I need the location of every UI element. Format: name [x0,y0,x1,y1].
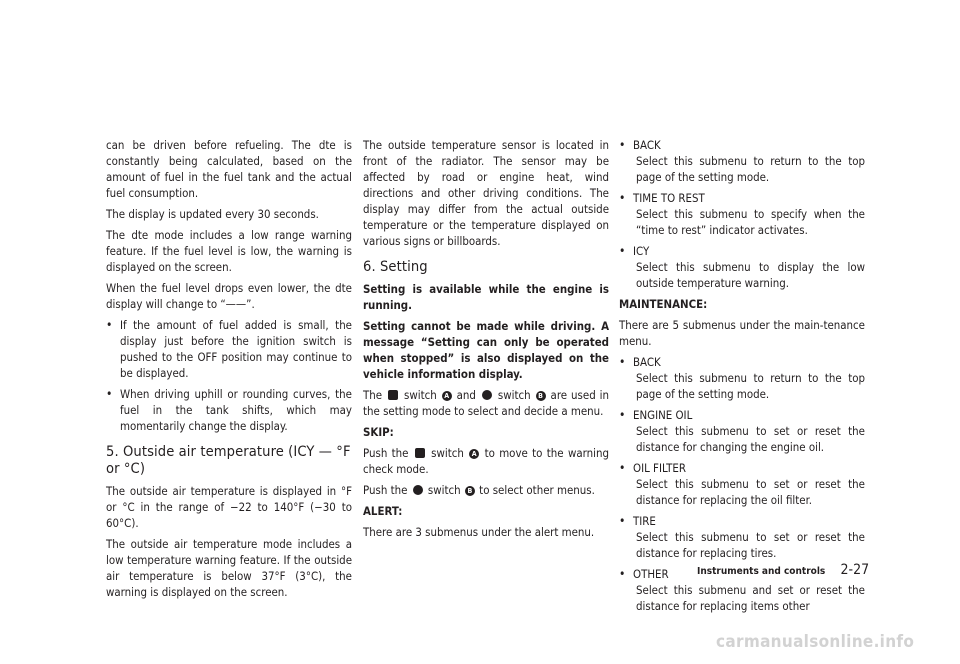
bullet-icon: • [619,191,626,205]
list-item [619,460,865,508]
section-heading-setting: 6. Setting [363,258,428,275]
item-description: Select this submenu to specify when the “time to rest” indicator activates. [636,207,865,237]
item-description: Select this submenu to return to the top page of the setting mode. [636,371,865,401]
bullet-icon: • [619,408,626,422]
column-right [619,137,865,619]
round-switch-icon [413,485,423,495]
bullet-icon: • [106,318,113,332]
item-description: Select this submenu to set or reset the distance for changing the engine oil. [636,424,865,454]
item-title: BACK [633,138,661,152]
paragraph: can be driven before refueling. The dte is constantly being calculated, based on the amount of fuel in the fuel tank and the actual fuel consumption. [106,138,352,200]
page-number: 2-27 [840,562,870,578]
item-title: OTHER [633,567,669,581]
item-description: Select this submenu to display the low outside temperature warning. [636,260,865,290]
column-middle [363,137,609,545]
section-heading-outside-temp: 5. Outside air temperature (ICY — °F or °C) [106,443,351,477]
list-item [619,243,865,291]
marker-a-icon: A [469,449,479,459]
paragraph: There are 5 submenus under the main-tenance menu. [619,318,865,348]
paragraph: The outside air temperature mode includes a low temperature warning feature. If the outside air temperature is below 37°F (3°C), the warning is displayed on the screen. [106,537,352,599]
item-description: Select this submenu to set or reset the distance for replacing tires. [636,530,865,560]
item-title: ICY [633,244,650,258]
list-item [619,354,865,402]
paragraph: When the fuel level drops even lower, the dte display will change to “——”. [106,281,352,311]
paragraph: There are 3 submenus under the alert menu. [363,525,595,539]
square-switch-icon [415,448,425,458]
skip-paragraph: Push the switch A to move to the warning check mode. [363,446,609,476]
item-title: ENGINE OIL [633,408,693,422]
bold-note: Setting cannot be made while driving. A message “Setting can only be operated when stopped” is also displayed on the vehicle information display. [363,319,609,381]
skip-label: SKIP: [363,425,394,439]
bold-note: Setting is available while the engine is running. [363,282,609,312]
list-item [619,513,865,561]
bullet-item: • If the amount of fuel added is small, the display just before the ignition switch is pushed to the OFF position may continue to be displayed. [106,318,352,380]
item-title: BACK [633,355,661,369]
square-switch-icon [388,390,398,400]
list-item [619,407,865,455]
paragraph: The outside air temperature is displayed in °F or °C in the range of −22 to 140°F (−30 to 60°C). [106,484,352,530]
marker-b-icon: B [465,486,475,496]
list-item [619,190,865,238]
bullet-item: • When driving uphill or rounding curves, the fuel in the tank shifts, which may momentarily change the display. [106,387,352,433]
item-description: Select this submenu to return to the top page of the setting mode. [636,154,865,184]
column-left [106,137,352,605]
item-title: TIRE [633,514,656,528]
page-footer [697,562,869,580]
bullet-icon: • [619,567,626,581]
paragraph: The outside temperature sensor is located in front of the radiator. The sensor may be affected by road or engine heat, wind directions and other driving conditions. The display may differ from the actual outside temperature or the temperature displayed on various signs or billboards. [363,138,609,248]
item-description: Select this submenu to set or reset the distance for replacing the oil filter. [636,477,865,507]
section-name: Instruments and controls [697,566,826,577]
item-description: Select this submenu and set or reset the distance for replacing items other [636,583,865,613]
alert-label: ALERT: [363,504,403,518]
bullet-icon: • [619,244,626,258]
watermark: carmanualsonline.info [716,632,915,652]
list-item [619,137,865,185]
bullet-icon: • [619,355,626,369]
bullet-icon: • [619,461,626,475]
maintenance-label: MAINTENANCE: [619,297,708,311]
switch-paragraph: The switch A and switch B are used in the setting mode to select and decide a menu. [363,388,609,418]
paragraph: The display is updated every 30 seconds. [106,207,319,221]
item-title: TIME TO REST [633,191,705,205]
paragraph: The dte mode includes a low range warning feature. If the fuel level is low, the warning is displayed on the screen. [106,228,352,274]
bullet-icon: • [619,514,626,528]
round-switch-icon [482,390,492,400]
bullet-icon: • [619,138,626,152]
marker-b-icon: B [536,391,546,401]
bullet-icon: • [106,387,113,401]
push-paragraph: Push the switch B to select other menus. [363,483,595,497]
marker-a-icon: A [442,391,452,401]
item-title: OIL FILTER [633,461,686,475]
